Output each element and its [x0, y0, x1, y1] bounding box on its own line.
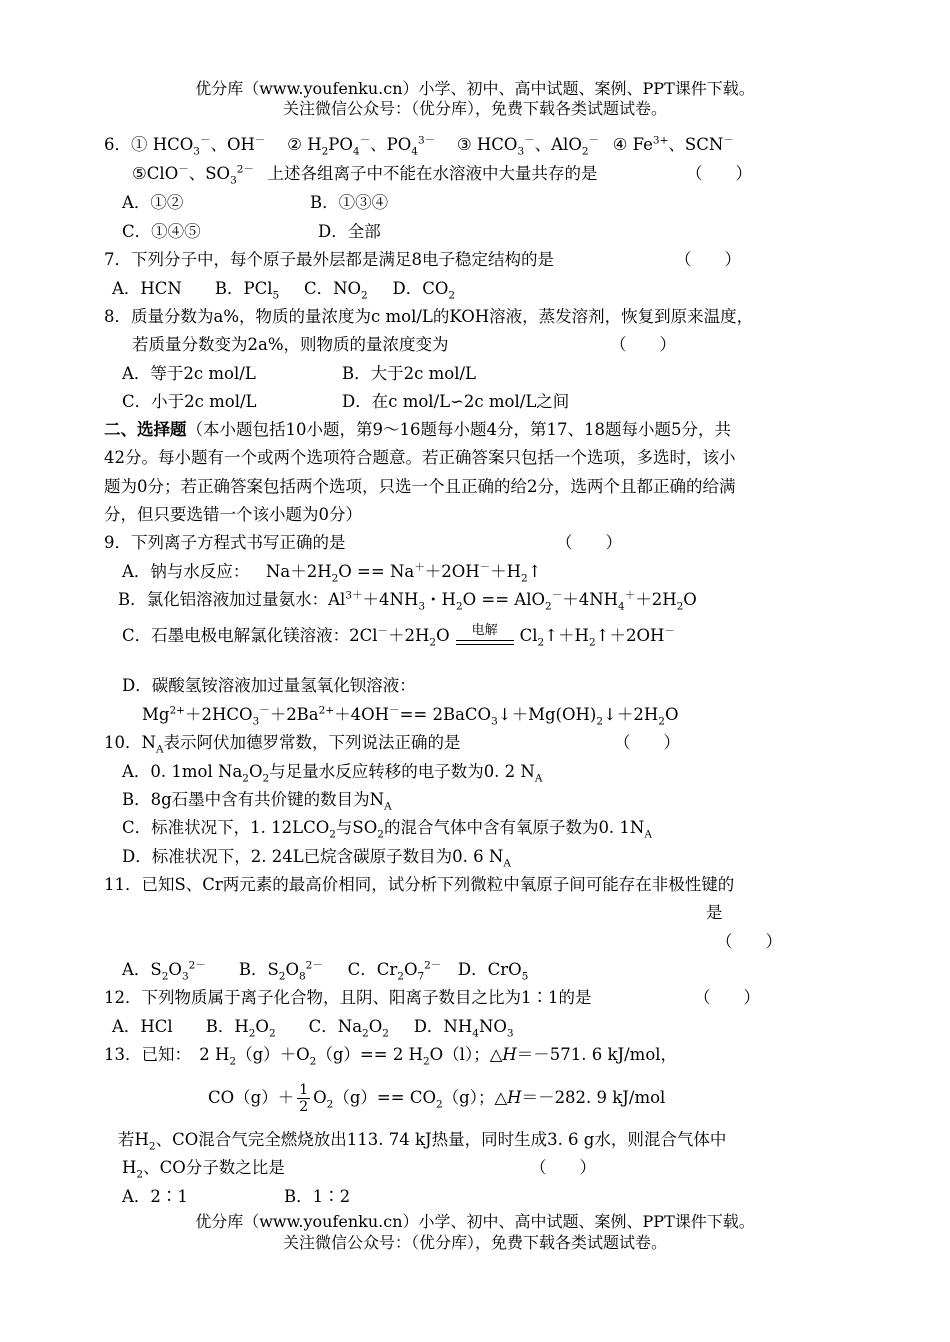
q13-option-b: B．1∶2: [284, 1187, 351, 1206]
q9-option-c: C．石墨电极电解氯化镁溶液：$2Cl^-+2H_2O$ 电解 $Cl_2↑+H_2↑+2OH^-$: [122, 622, 675, 649]
q8-option-a: A．等于2c mol/L: [122, 364, 256, 383]
one-half-fraction: $\frac{1}{2}$: [299, 1082, 309, 1115]
q10-option-d: D．标准状况下，2. 24L已烷含碳原子数目为0. 6 $N_A$: [122, 847, 511, 870]
q13-line-1: 13．已知： 2 $H_2(g)+O_2(g)== 2$ $H_2O(l)$；△H＝－571. 6 kJ/mol，: [104, 1045, 678, 1068]
q6-option-d: D．全部: [318, 222, 381, 241]
footer-line-1: 优分库（www.youfenku.cn）小学、初中、高中试题、案例、PPT课件下载。: [195, 1212, 755, 1231]
q6-option-b: B．①③④: [310, 193, 389, 212]
q13-line-4: $H_2$、CO分子数之比是: [122, 1158, 285, 1181]
q12-options: A．HCl B．$H_2O_2$ C．$Na_2O_2$ D．$NH_4NO_3$: [112, 1017, 514, 1040]
q13-paren: （ ）: [530, 1158, 596, 1177]
q8-paren: （ ）: [610, 335, 676, 354]
footer-line-2: 关注微信公众号：（优分库），免费下载各类试题试卷。: [282, 1233, 667, 1252]
section2-title: 二、选择题: [104, 420, 187, 439]
q11-stem-tail: 是: [706, 903, 723, 922]
q6-line-2: ⑤ClO－、$SO_3^{2-}$ 上述各组离子中不能在水溶液中大量共存的是: [132, 163, 598, 187]
q8-option-b: B．大于2c mol/L: [342, 364, 476, 383]
q10-option-c: C．标准状况下，1. $12LCO_2$与$SO_2$的混合气体中含有氧原子数为0. $1N_A$: [122, 818, 652, 841]
q7-options: A．HCN B．PCl$_5$ C．$NO_2$ D．$CO_2$: [112, 279, 456, 302]
q12-stem: 12．下列物质属于离子化合物，且阴、阳离子数目之比为1∶1的是: [104, 988, 592, 1007]
q6-option-c: C．①④⑤: [122, 222, 201, 241]
q6-option-a: A．①②: [122, 193, 184, 212]
q9-option-d: D．碳酸氢铵溶液加过量氢氧化钡溶液：: [122, 676, 416, 695]
q11-paren: （ ）: [716, 932, 782, 951]
section2-line-4: 分，但只要选错一个该小题为0分）: [104, 505, 362, 524]
q11-options: A．$S_2O_3^{2-}$ B．$S_2O_8^{2-}$ C．$Cr_2O_7^{2-}$ D．CrO$_5$: [122, 959, 529, 983]
section2-line-2: 42分。每小题有一个或两个选项符合题意。若正确答案只包括一个选项，多选时，该小: [104, 448, 736, 467]
q9-option-b: B．氯化铝溶液加过量氨水：$Al^{3+}+4NH_3$・$H_2O == AlO_2^-+4NH_4^++2H_2O$: [118, 589, 697, 613]
q8-option-c: C．小于2c mol/L: [122, 392, 257, 411]
q13-line-2: CO（g）＋ $\frac{1}{2}$ $O_2(g)== CO_2(g)$；△H＝－282. 9 kJ/mol: [208, 1082, 666, 1115]
q10-stem: 10．$N_A$表示阿伏加德罗常数，下列说法正确的是: [104, 733, 461, 756]
q6-paren: （ ）: [686, 164, 752, 183]
q12-paren: （ ）: [694, 988, 760, 1007]
section2-line-3: 题为0分；若正确答案包括两个选项，只选一个且正确的给2分，选两个且都正确的给满: [104, 477, 736, 496]
q13-line-3: 若$H_2$、CO混合气完全燃烧放出113. 74 kJ热量，同时生成3. 6 g水，则混合气体中: [118, 1130, 727, 1153]
electrolysis-sign: 电解: [456, 626, 514, 648]
q10-paren: （ ）: [614, 733, 680, 752]
q11-stem: 11．已知S、Cr两元素的最高价相同，试分析下列微粒中氧原子间可能存在非极性键的: [104, 875, 735, 894]
q7-paren: （ ）: [675, 250, 741, 269]
q9-option-d-equation: $Mg^{2+}+2HCO_3^-+2Ba^{2+}+4OH^-==$ $2BaCO_3↓+Mg(OH)_2↓+2H_2O$: [142, 704, 679, 728]
q9-option-a: A．钠与水反应： $Na+2H_2O$ == $Na^++2OH^-+H_2↑$: [122, 561, 542, 585]
header-line-1: 优分库（www.youfenku.cn）小学、初中、高中试题、案例、PPT课件下载。: [195, 79, 755, 98]
section2-line-1: 二、选择题（本小题包括10小题，第9～16题每小题4分，第17、18题每小题5分，共: [104, 420, 731, 439]
q10-option-a: A．0. 1mol $Na_2O_2$与足量水反应转移的电子数为0. 2 $N_A$: [122, 762, 543, 785]
q9-stem: 9．下列离子方程式书写正确的是: [104, 533, 346, 552]
q7-stem: 7．下列分子中，每个原子最外层都是满足8电子稳定结构的是: [104, 250, 554, 269]
q10-option-b: B．8g石墨中含有共价键的数目为$N_A$: [122, 790, 392, 813]
q6-line-1: 6．① $HCO_3^-$、OH－ ② $H_2PO_4^-$、$PO_4^{3-}$ ③ $HCO_3^-$、AlO$_2$－ ④ $Fe^{3+}$、SCN－: [104, 134, 734, 158]
q8-option-d: D．在c mol/L∽2c mol/L之间: [342, 392, 570, 411]
q8-line-1: 8．质量分数为a%，物质的量浓度为c mol/L的KOH溶液，蒸发溶剂，恢复到原来温度，: [104, 307, 754, 326]
q9-paren: （ ）: [556, 533, 622, 552]
q13-option-a: A．2∶1: [122, 1187, 188, 1206]
header-line-2: 关注微信公众号：（优分库），免费下载各类试题试卷。: [282, 99, 667, 118]
q8-line-2: 若质量分数变为2a%，则物质的量浓度变为: [132, 335, 449, 354]
